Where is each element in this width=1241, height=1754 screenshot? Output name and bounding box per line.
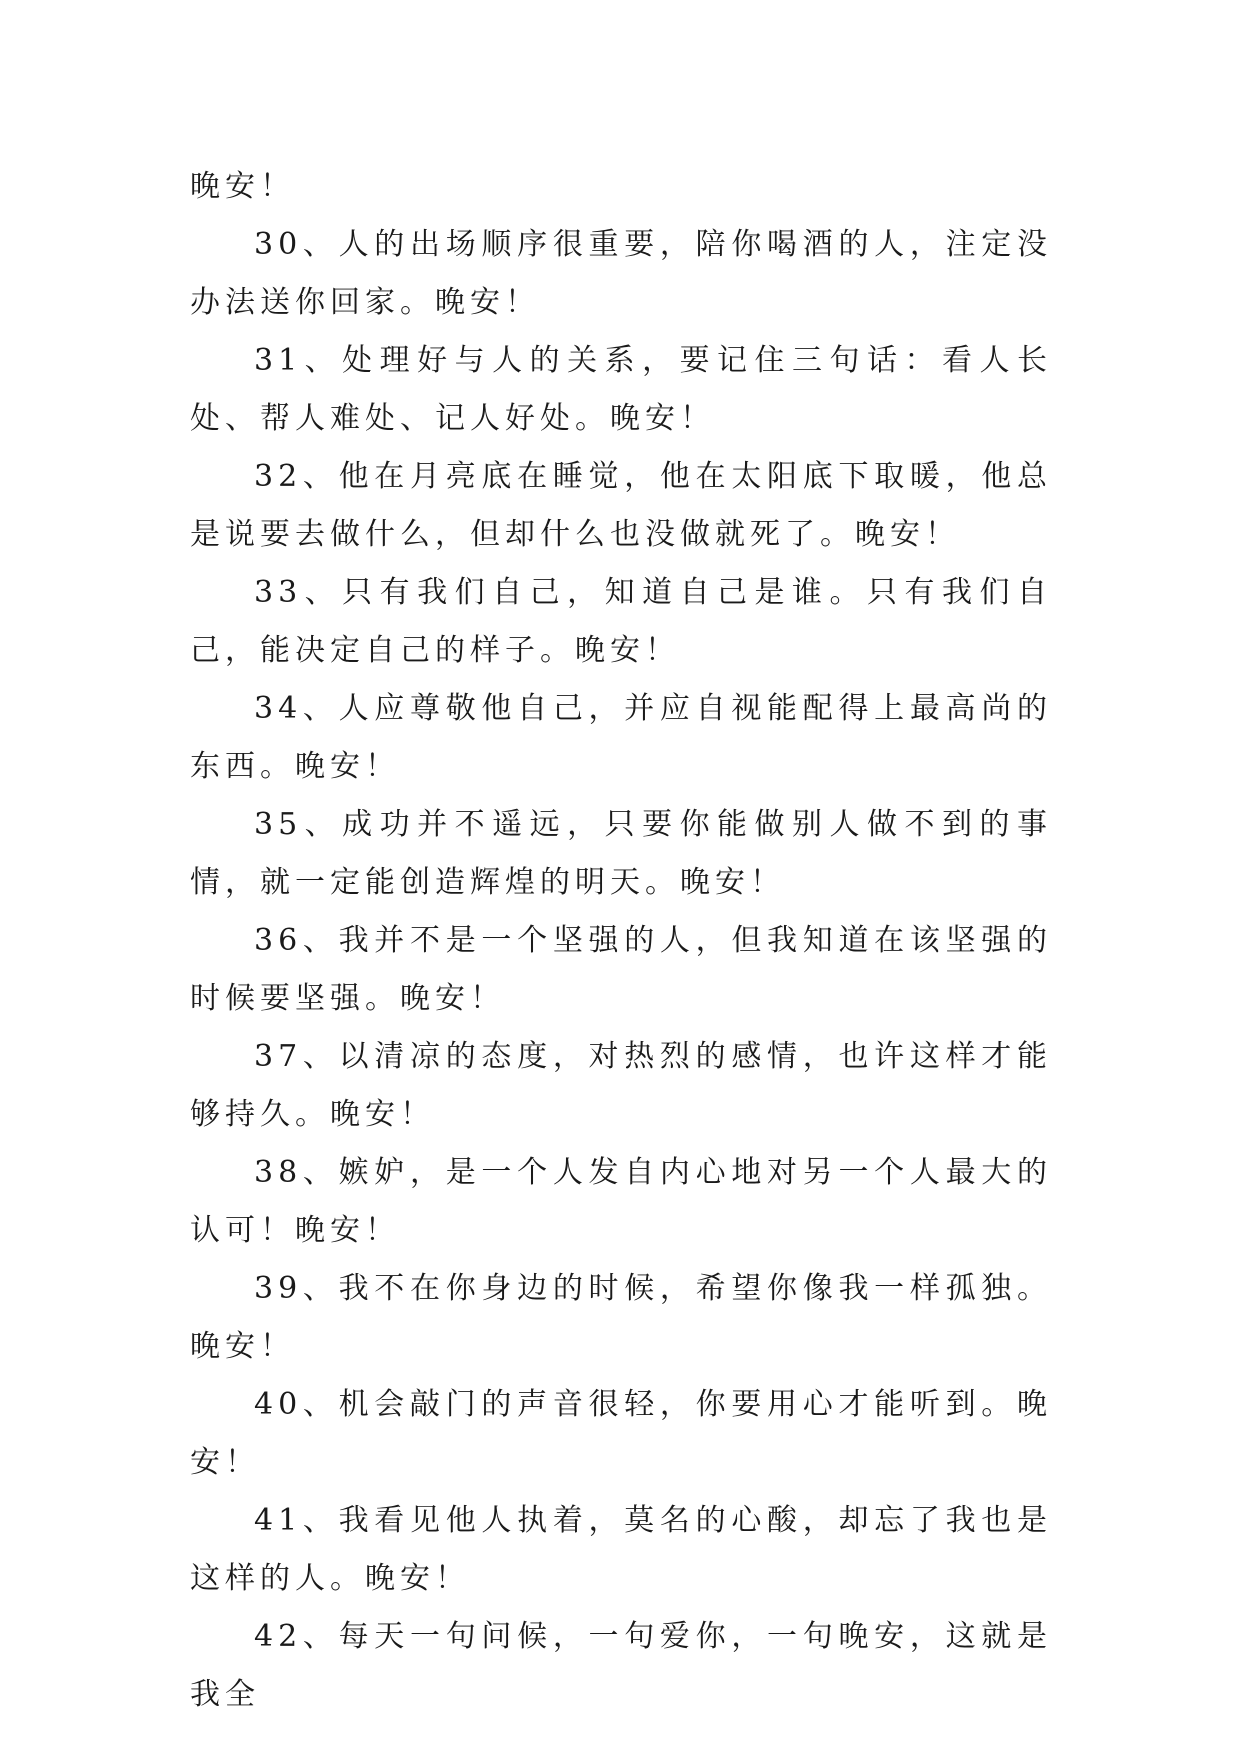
paragraph-continuation: 晚安！	[190, 169, 295, 204]
paragraph-item-33: 33、只有我们自己，知道自己是谁。只有我们自己，能决定自己的样子。晚安！	[190, 575, 1052, 668]
paragraph-item-35: 35、成功并不遥远，只要你能做别人做不到的事情，就一定能创造辉煌的明天。晚安！	[190, 807, 1052, 900]
document-body	[190, 158, 1052, 1724]
paragraph-item-38: 38、嫉妒，是一个人发自内心地对另一个人最大的认可！晚安！	[190, 1155, 1052, 1248]
paragraph-item-40: 40、机会敲门的声音很轻，你要用心才能听到。晚安！	[190, 1387, 1052, 1480]
paragraph-item-34: 34、人应尊敬他自己，并应自视能配得上最高尚的东西。晚安！	[190, 691, 1052, 784]
paragraph-item-39: 39、我不在你身边的时候，希望你像我一样孤独。晚安！	[190, 1271, 1052, 1364]
paragraph-item-41: 41、我看见他人执着，莫名的心酸，却忘了我也是这样的人。晚安！	[190, 1503, 1052, 1596]
paragraph-item-30: 30、人的出场顺序很重要，陪你喝酒的人，注定没办法送你回家。晚安！	[190, 227, 1052, 320]
paragraph-item-37: 37、以清凉的态度，对热烈的感情，也许这样才能够持久。晚安！	[190, 1039, 1052, 1132]
paragraph-item-31: 31、处理好与人的关系，要记住三句话：看人长处、帮人难处、记人好处。晚安！	[190, 343, 1052, 436]
paragraph-item-32: 32、他在月亮底在睡觉，他在太阳底下取暖，他总是说要去做什么，但却什么也没做就死了。晚安！	[190, 459, 1052, 552]
paragraph-item-42: 42、每天一句问候，一句爱你，一句晚安，这就是我全	[190, 1619, 1052, 1712]
paragraph-item-36: 36、我并不是一个坚强的人，但我知道在该坚强的时候要坚强。晚安！	[190, 923, 1052, 1016]
